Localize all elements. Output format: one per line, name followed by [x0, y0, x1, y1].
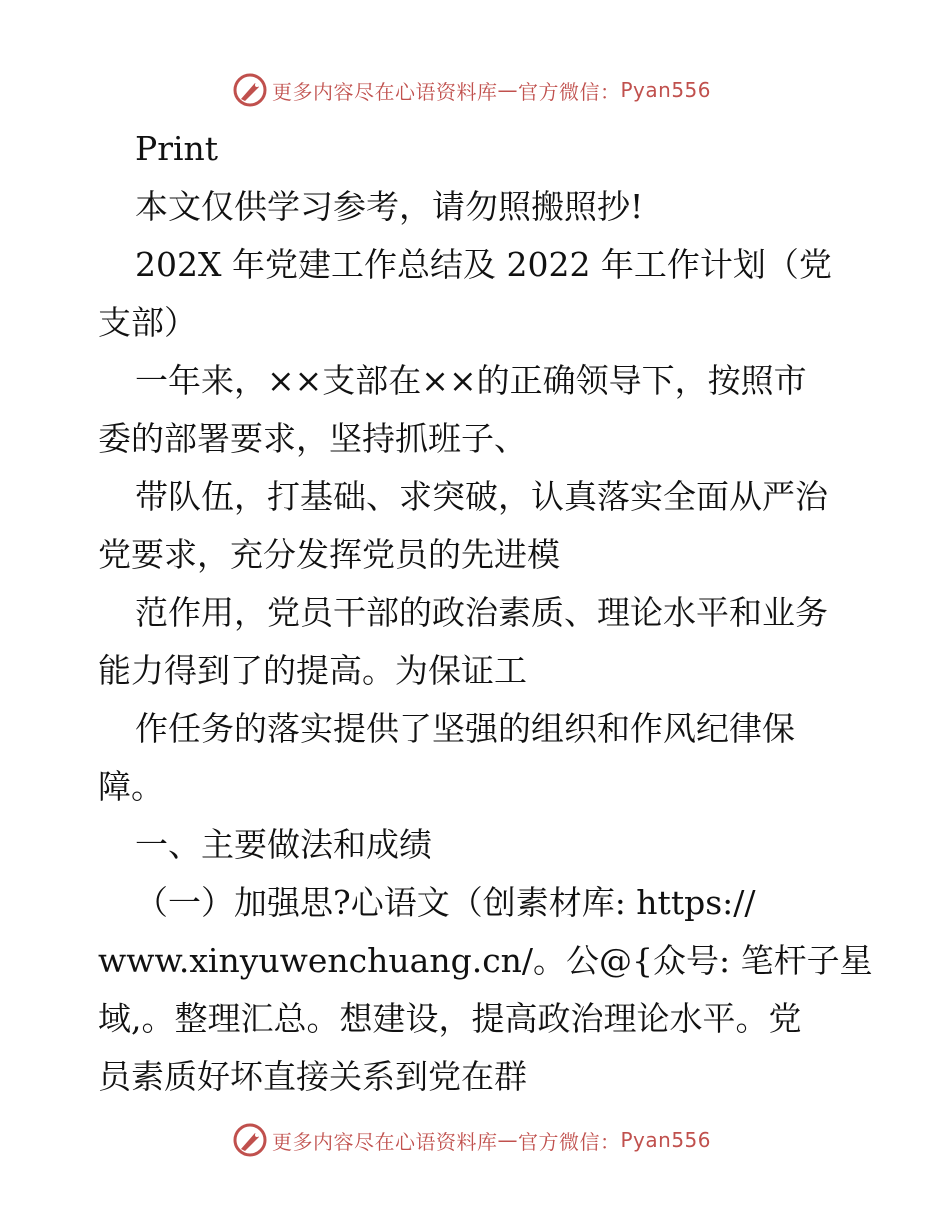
banner-text-sub: 官方微信：	[518, 1129, 621, 1154]
paragraph-line: 委的部署要求，坚持抓班子、	[98, 419, 527, 458]
banner-text-sub: 官方微信：	[518, 79, 621, 104]
banner-dash: —	[497, 78, 518, 102]
paragraph-line: 域,。整理汇总。想建设，提高政治理论水平。党	[98, 999, 802, 1038]
banner-dash: —	[497, 1128, 518, 1152]
pen-nib-logo-icon	[232, 72, 268, 108]
document-title-continued: 支部）	[98, 303, 197, 342]
paragraph-line: 员素质好坏直接关系到党在群	[98, 1057, 527, 1096]
banner-text-main: 更多内容尽在心语资料库	[272, 1129, 498, 1154]
paragraph-line: 带队伍，打基础、求突破，认真落实全面从严治	[135, 477, 828, 516]
pen-nib-logo-icon	[232, 1122, 268, 1158]
print-label: Print	[135, 129, 219, 168]
document-body	[98, 120, 873, 1106]
paragraph-line: 能力得到了的提高。为保证工	[98, 651, 527, 690]
document-title: 202X 年党建工作总结及 2022 年工作计划（党	[135, 245, 832, 284]
paragraph-line: 作任务的落实提供了坚强的组织和作风纪律保	[135, 709, 795, 748]
banner-wechat-id: Pyan556	[620, 78, 712, 102]
disclaimer-line: 本文仅供学习参考，请勿照搬照抄!	[135, 187, 644, 226]
banner-wechat-id: Pyan556	[620, 1128, 712, 1152]
header-banner	[232, 70, 711, 110]
banner-text-main: 更多内容尽在心语资料库	[272, 79, 498, 104]
paragraph-line: 障。	[98, 767, 164, 806]
paragraph-line: www.xinyuwenchuang.cn/。公@{众号: 笔杆子星	[98, 941, 873, 980]
paragraph-line: 党要求，充分发挥党员的先进模	[98, 535, 560, 574]
section-heading: 一、主要做法和成绩	[135, 825, 432, 864]
paragraph-line: 范作用，党员干部的政治素质、理论水平和业务	[135, 593, 828, 632]
paragraph-line: （一）加强思?心语文（创素材库: https://	[135, 883, 756, 922]
footer-banner	[232, 1120, 711, 1160]
paragraph-line: 一年来，××支部在××的正确领导下，按照市	[135, 361, 807, 400]
